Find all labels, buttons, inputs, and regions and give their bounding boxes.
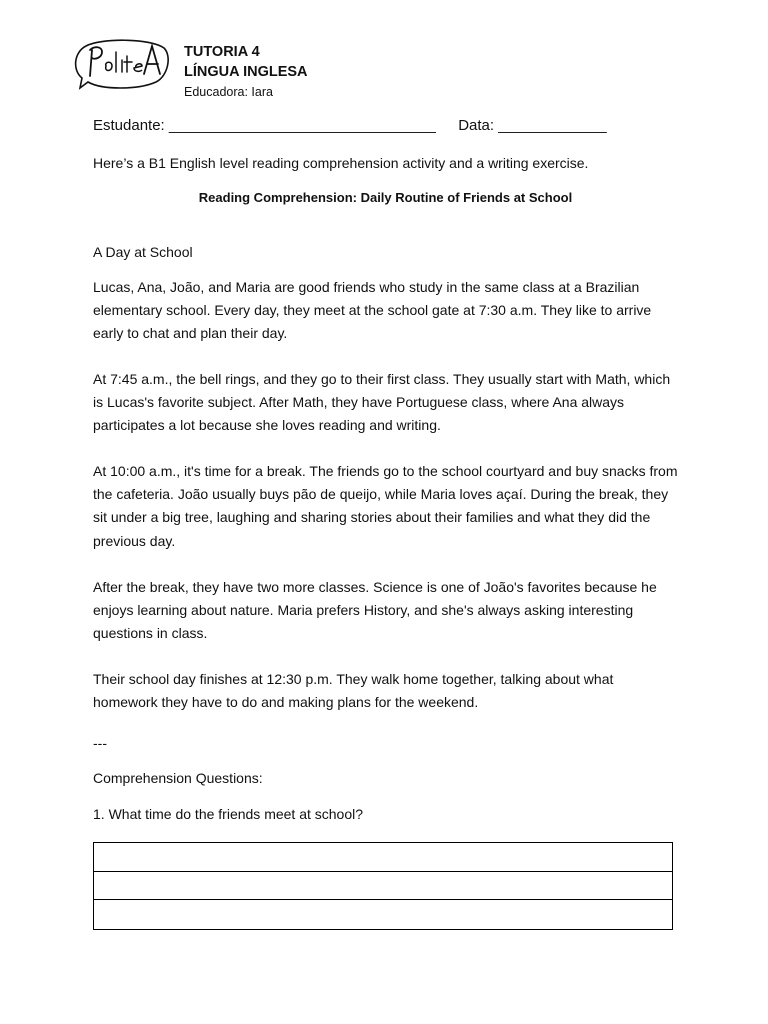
story-paragraph-3: At 10:00 a.m., it's time for a break. The friends go to the school courtyard and buy snacks from the cafeteria. João usually buys pão de queijo, while Maria loves açaí. During the break, they sit under a big tree, laughing and sharing stories about their families and what they did the previous day. [93, 463, 678, 549]
story-paragraph-1: Lucas, Ana, João, and Maria are good friends who study in the same class at a Brazilian elementary school. Every day, they meet at the school gate at 7:30 a.m. They like to arrive early to chat and plan their day. [93, 279, 652, 342]
answer-line[interactable] [94, 900, 672, 929]
story-paragraph-4: After the break, they have two more classes. Science is one of João's favorites because he enjoys learning about nature. Maria prefers History, and she's always asking interesting questions in class. [93, 579, 657, 642]
student-blank[interactable]: ________________________________ [168, 117, 436, 134]
subject-title: LÍNGUA INGLESA [184, 64, 308, 80]
story-paragraph-5: Their school day finishes at 12:30 p.m. They walk home together, talking about what homework they have to do and making plans for the weekend. [93, 671, 614, 711]
answer-line[interactable] [94, 843, 672, 872]
date-blank[interactable]: _____________ [498, 117, 607, 134]
intro-text: Here’s a B1 English level reading comprehension activity and a writing exercise. [93, 155, 589, 171]
polite-logo [72, 36, 172, 92]
separator: --- [93, 735, 107, 751]
tutoria-title: TUTORIA 4 [184, 44, 260, 60]
student-date-row [93, 117, 607, 134]
question-1: 1. What time do the friends meet at school? [93, 806, 364, 822]
section-title: Reading Comprehension: Daily Routine of Friends at School [198, 190, 573, 205]
story-title: A Day at School [93, 244, 193, 260]
story-paragraph-2: At 7:45 a.m., the bell rings, and they go to their first class. They usually start with Math, which is Lucas's favorite subject. After Math, they have Portuguese class, where Ana always participates a lot because she loves reading and writing. [93, 371, 671, 434]
questions-heading: Comprehension Questions: [93, 770, 263, 786]
answer-line[interactable] [94, 872, 672, 901]
student-label: Estudante: [93, 117, 165, 134]
header-block [184, 42, 308, 101]
answer-box [93, 842, 673, 930]
date-label: Data: [458, 117, 495, 134]
educator-label: Educadora: Iara [184, 85, 273, 99]
